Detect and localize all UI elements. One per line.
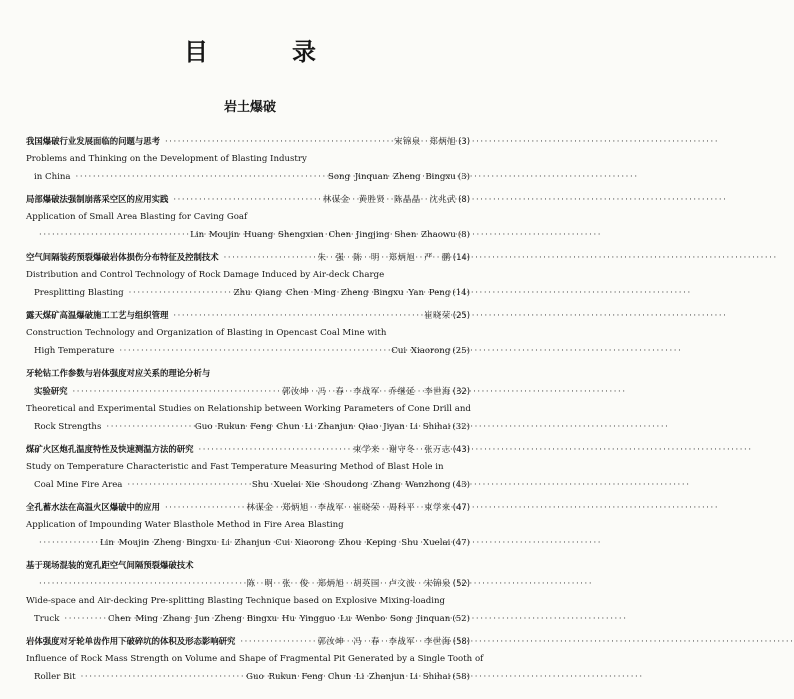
toc-line-chinese xyxy=(0,556,500,574)
toc-line-chinese xyxy=(0,364,500,382)
entry-title: 空气间隔装药预裂爆破岩体损伤分布特征及控制技术 xyxy=(26,252,219,262)
toc-line-english xyxy=(0,668,500,686)
entry-authors: 林谋金 郑炳旭 李战军 崔晓荣 周科平 束学来 xyxy=(246,502,451,512)
toc-line-english xyxy=(0,150,500,168)
entry-title: Problems and Thinking on the Development of Blasting Industry xyxy=(26,154,307,164)
entry-page-number[interactable]: (3) xyxy=(457,172,470,182)
entry-page-number[interactable]: (3) xyxy=(458,136,470,146)
dot-leader xyxy=(224,248,313,266)
dot-leader xyxy=(173,306,419,324)
entry-title: 岩体强度对牙轮单齿作用下破碎坑的体积及形态影响研究 xyxy=(26,636,236,646)
entry-authors: Lin Moujin Zheng Bingxu Li Zhanjun Cui Xiaorong Zhou Keping Shu Xuelai xyxy=(99,538,451,548)
entry-page-number[interactable]: (32) xyxy=(452,386,470,396)
dot-leader xyxy=(119,342,386,360)
entry-authors: 郭汝坤 冯 春 李战军 乔继延 李世海 xyxy=(282,386,451,396)
dot-leader xyxy=(199,440,349,458)
dot-leader xyxy=(165,132,389,150)
entry-authors: 陈 明 张 俊 郑炳旭 胡英国 卢文波 宋锦泉 xyxy=(246,578,451,588)
entry-title: 牙轮钻工作参数与岩体强度对应关系的理论分析与 xyxy=(26,368,211,378)
dot-leader xyxy=(129,284,229,302)
toc-entry[interactable] xyxy=(0,556,500,628)
entry-title: Study on Temperature Characteristic and Fast Temperature Measuring Method of Blast Hole in xyxy=(26,462,444,472)
entry-title: Rock Strengths xyxy=(34,422,102,432)
dot-leader xyxy=(39,574,242,592)
entry-title: Wide-space and Air-decking Pre-splitting Blasting Technique based on Explosive Mixing-loading xyxy=(26,596,446,606)
entry-authors: 郭汝坤 冯 春 李战军 李世海 xyxy=(317,636,451,646)
entry-page-number[interactable]: (14) xyxy=(452,288,470,298)
entry-authors: Chen Ming Zhang Jun Zheng Bingxu Hu Yingguo Lu Wenbo Song Jinquan xyxy=(107,614,451,624)
entry-title: 全孔蓄水法在高温火区爆破中的应用 xyxy=(26,502,160,512)
entry-page-number[interactable]: (8) xyxy=(458,194,470,204)
entry-page-number[interactable]: (32) xyxy=(452,422,470,432)
dot-leader xyxy=(73,382,278,400)
entry-page-number[interactable]: (25) xyxy=(452,310,470,320)
entry-title: 实验研究 xyxy=(34,386,68,396)
section-heading: 岩土爆破 xyxy=(223,100,276,115)
entry-page-number[interactable]: (25) xyxy=(452,346,470,356)
toc-line-english xyxy=(0,592,500,610)
entry-authors: Guo Rukun Feng Chun Li Zhanjun Li Shihai xyxy=(246,672,451,682)
toc-line-chinese xyxy=(0,190,500,208)
entry-title: in China xyxy=(34,172,71,182)
entry-title: Distribution and Control Technology of Rock Damage Induced by Air-deck Charge xyxy=(26,270,385,280)
toc-line-english xyxy=(0,324,500,342)
entry-title: Construction Technology and Organization of Blasting in Opencast Coal Mine with xyxy=(26,328,387,338)
entry-authors: Zhu Qiang Chen Ming Zheng Bingxu Yan Peng xyxy=(233,288,451,298)
entry-authors: 束学来 谢守冬 张万志 xyxy=(353,444,451,454)
toc-entry[interactable] xyxy=(0,632,500,686)
entry-page-number[interactable]: (14) xyxy=(452,252,470,262)
dot-leader xyxy=(106,418,190,436)
toc-entry[interactable] xyxy=(0,248,500,302)
toc-line-chinese xyxy=(0,132,500,150)
dot-leader xyxy=(165,498,242,516)
entry-title: High Temperature xyxy=(34,346,115,356)
page-title: 目 录 xyxy=(184,38,346,66)
toc-line-chinese xyxy=(0,574,500,592)
entry-page-number[interactable]: (47) xyxy=(452,502,470,512)
entry-page-number[interactable]: (58) xyxy=(452,672,470,682)
entry-authors: Lin Moujin Huang Shengxian Chen Jingjing Shen Zhaowu xyxy=(190,230,456,240)
entry-authors: Guo Rukun Feng Chun Li Zhanjun Qiao Jiyan Li Shihai xyxy=(194,422,451,432)
toc-line-english xyxy=(0,650,500,668)
toc-entry[interactable] xyxy=(0,306,500,360)
dot-leader xyxy=(81,668,242,686)
entry-title: Truck xyxy=(34,614,60,624)
dot-leader xyxy=(127,476,246,494)
dot-leader xyxy=(240,632,312,650)
entry-authors: 宋锦泉 郑炳旭 xyxy=(394,136,457,146)
entry-title: 我国爆破行业发展面临的问题与思考 xyxy=(26,136,160,146)
entry-authors: Cui Xiaorong xyxy=(391,346,451,356)
dot-leader xyxy=(173,190,318,208)
toc-entry[interactable] xyxy=(0,364,500,436)
entry-title: Application of Impounding Water Blasthole Method in Fire Area Blasting xyxy=(26,520,344,530)
entry-title: Theoretical and Experimental Studies on Relationship between Working Parameters of Cone Drill and xyxy=(26,404,471,414)
entry-authors: 林谋金 黄胜贤 陈晶晶 沈兆武 xyxy=(323,194,457,204)
entry-authors: Song Jinquan Zheng Bingxu xyxy=(327,172,456,182)
toc-entries xyxy=(0,132,500,690)
entry-title: 煤矿火区炮孔温度特性及快速测温方法的研究 xyxy=(26,444,194,454)
entry-page-number[interactable]: (47) xyxy=(452,538,470,548)
entry-page-number[interactable]: (52) xyxy=(452,578,470,588)
entry-title: Roller Bit xyxy=(34,672,76,682)
toc-line-chinese xyxy=(0,440,500,458)
dot-leader xyxy=(39,226,185,244)
entry-title: 基于现场混装的宽孔距空气间隔预裂爆破技术 xyxy=(26,560,194,570)
entry-authors: 崔晓荣 xyxy=(424,310,451,320)
toc-entry[interactable] xyxy=(0,498,500,552)
toc-line-english xyxy=(0,208,500,226)
toc-line-english xyxy=(0,534,500,552)
entry-page-number[interactable]: (43) xyxy=(452,444,470,454)
entry-title: 露天煤矿高温爆破施工工艺与组织管理 xyxy=(26,310,169,320)
entry-title: Presplitting Blasting xyxy=(34,288,124,298)
toc-entry[interactable] xyxy=(0,132,500,186)
dot-leader xyxy=(64,610,103,628)
entry-title: Coal Mine Fire Area xyxy=(34,480,123,490)
toc-line-english xyxy=(0,458,500,476)
toc-line-english xyxy=(0,284,500,302)
toc-line-english xyxy=(0,342,500,360)
toc-line-english xyxy=(0,400,500,418)
entry-title: Influence of Rock Mass Strength on Volume and Shape of Fragmental Pit Generated by a Single Tooth of xyxy=(26,654,484,664)
toc-line-english xyxy=(0,418,500,436)
dot-leader xyxy=(76,168,323,186)
entry-page-number[interactable]: (58) xyxy=(452,636,470,646)
toc-line-english xyxy=(0,610,500,628)
toc-line-chinese xyxy=(0,498,500,516)
toc-line-english xyxy=(0,266,500,284)
toc-line-english xyxy=(0,226,500,244)
entry-page-number[interactable]: (8) xyxy=(457,230,470,240)
toc-line-english xyxy=(0,476,500,494)
toc-entry[interactable] xyxy=(0,440,500,494)
toc-line-chinese xyxy=(0,306,500,324)
toc-line-chinese xyxy=(0,632,500,650)
toc-entry[interactable] xyxy=(0,190,500,244)
toc-line-chinese xyxy=(0,382,500,400)
toc-line-english xyxy=(0,516,500,534)
entry-authors: 朱 强 陈 明 郑炳旭 严 鹏 xyxy=(317,252,451,262)
toc-line-chinese xyxy=(0,248,500,266)
toc-line-english xyxy=(0,168,500,186)
entry-page-number[interactable]: (52) xyxy=(452,614,470,624)
entry-title: 局部爆破法强制崩落采空区的应用实践 xyxy=(26,194,169,204)
dot-leader xyxy=(39,534,95,552)
entry-authors: Shu Xuelai Xie Shoudong Zhang Wanzhong xyxy=(251,480,451,490)
entry-title: Application of Small Area Blasting for Caving Goaf xyxy=(26,212,248,222)
entry-page-number[interactable]: (43) xyxy=(452,480,470,490)
